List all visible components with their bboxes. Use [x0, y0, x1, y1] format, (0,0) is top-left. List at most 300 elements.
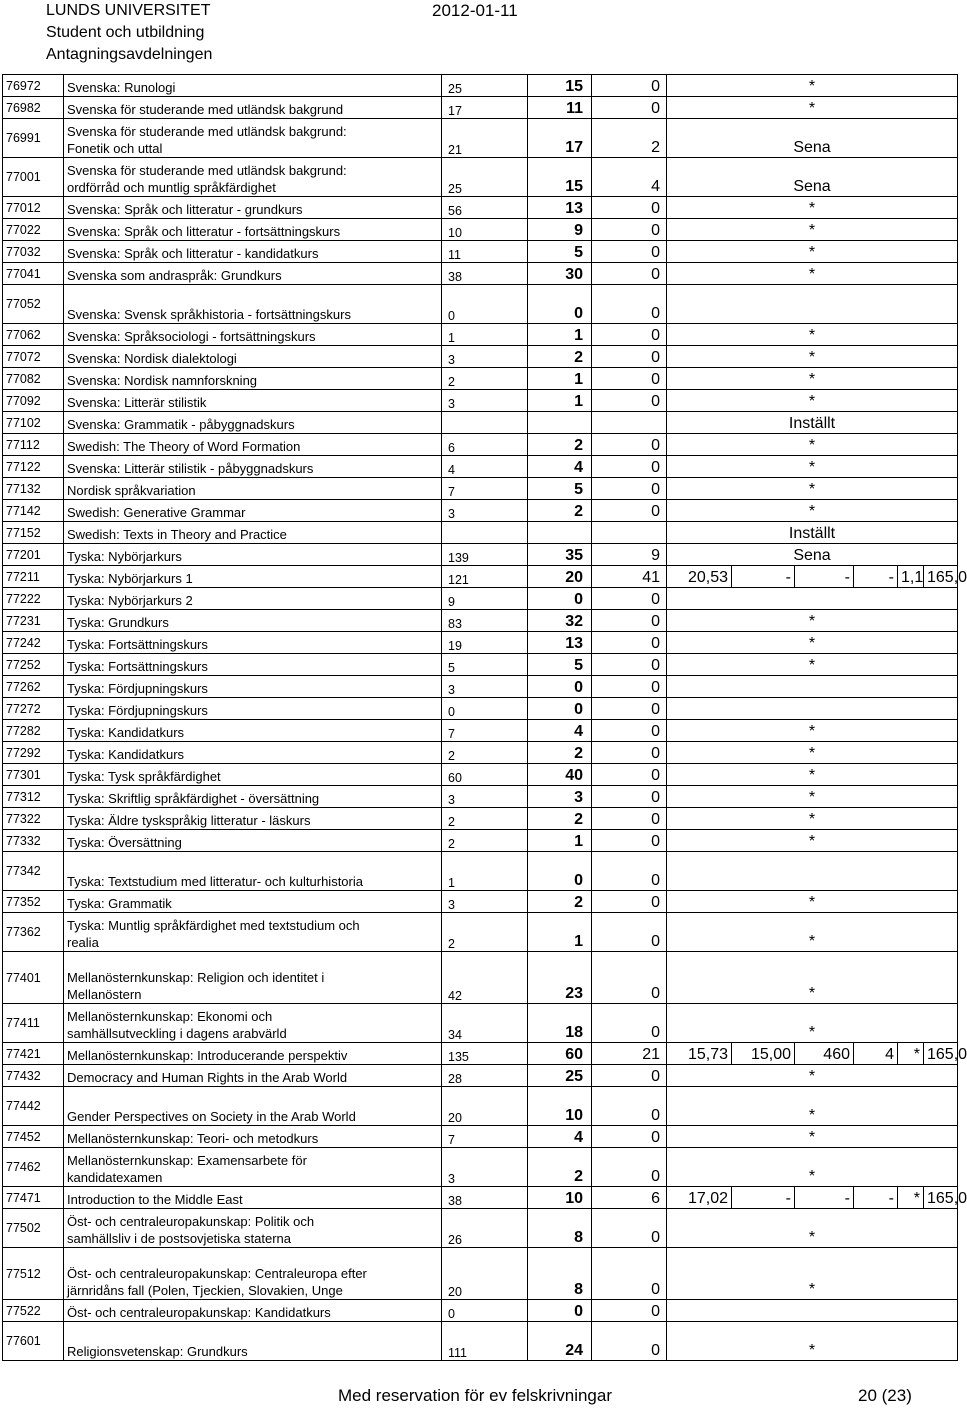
table-row [3, 263, 958, 285]
applicants-count: 83 [442, 610, 528, 632]
admitted-count: 40 [528, 764, 592, 786]
course-name-line: Tyska: Textstudium med litteratur- och kulturhistoria [67, 874, 363, 889]
course-name [64, 434, 442, 456]
table-row [3, 412, 958, 434]
status: * [667, 764, 958, 786]
course-name [64, 390, 442, 412]
course-name-line: Svenska: Grammatik - påbyggnadskurs [67, 417, 295, 432]
reserve-count: 0 [592, 1300, 667, 1322]
course-name [64, 1209, 442, 1248]
course-code: 77282 [3, 720, 64, 742]
course-name-line: samhällsliv i de postsovjetiska staterna [67, 1231, 291, 1246]
course-code: 77041 [3, 263, 64, 285]
admitted-count: 5 [528, 478, 592, 500]
course-code: 76982 [3, 97, 64, 119]
admitted-count [528, 522, 592, 544]
course-code: 77152 [3, 522, 64, 544]
table-row [3, 285, 958, 324]
status: * [667, 1087, 958, 1126]
course-name-line: Religionsvetenskap: Grundkurs [67, 1344, 248, 1359]
course-code: 77601 [3, 1322, 64, 1361]
admitted-count: 13 [528, 632, 592, 654]
applicants-count: 38 [442, 1187, 528, 1209]
applicants-count: 3 [442, 676, 528, 698]
course-code: 77502 [3, 1209, 64, 1248]
admitted-count: 18 [528, 1004, 592, 1043]
admitted-count: 1 [528, 830, 592, 852]
status: * [667, 346, 958, 368]
course-name-line: Nordisk språkvariation [67, 483, 196, 498]
course-name-line: Svenska: Nordisk namnforskning [67, 373, 258, 388]
status: * [667, 1126, 958, 1148]
course-name [64, 1322, 442, 1361]
course-code: 77252 [3, 654, 64, 676]
status: * [667, 1322, 958, 1361]
extra-value: * [898, 1043, 924, 1065]
table-row [3, 1248, 958, 1300]
course-name-line: Tyska: Grundkurs [67, 615, 169, 630]
reserve-count: 0 [592, 952, 667, 1004]
table-row [3, 1126, 958, 1148]
table-row [3, 324, 958, 346]
applicants-count: 3 [442, 346, 528, 368]
course-name-line: Svenska: Litterär stilistik [67, 395, 207, 410]
course-name-line: Tyska: Nybörjarkurs 2 [67, 593, 193, 608]
applicants-count: 3 [442, 500, 528, 522]
course-name-line: Svenska: Svensk språkhistoria - fortsättningskurs [67, 307, 351, 322]
status: * [667, 1248, 958, 1300]
course-name [64, 1087, 442, 1126]
admitted-count: 0 [528, 698, 592, 720]
table-row [3, 891, 958, 913]
applicants-count: 0 [442, 698, 528, 720]
course-code: 77432 [3, 1065, 64, 1087]
admitted-count: 35 [528, 544, 592, 566]
status: * [667, 952, 958, 1004]
table-row [3, 654, 958, 676]
course-code: 77231 [3, 610, 64, 632]
extra-value: 165,0 [924, 1043, 958, 1065]
applicants-count: 21 [442, 119, 528, 158]
applicants-count: 0 [442, 1300, 528, 1322]
admitted-count: 2 [528, 891, 592, 913]
applicants-count: 3 [442, 786, 528, 808]
admitted-count: 3 [528, 786, 592, 808]
reserve-count: 0 [592, 434, 667, 456]
course-name [64, 610, 442, 632]
applicants-count: 28 [442, 1065, 528, 1087]
reserve-count: 0 [592, 632, 667, 654]
course-code: 77262 [3, 676, 64, 698]
course-name [64, 720, 442, 742]
admitted-count: 4 [528, 456, 592, 478]
reserve-count: 0 [592, 346, 667, 368]
admission-statistics-table [2, 74, 967, 1361]
table-row [3, 913, 958, 952]
admitted-count: 17 [528, 119, 592, 158]
admitted-count: 8 [528, 1209, 592, 1248]
applicants-count: 9 [442, 588, 528, 610]
status [667, 676, 958, 698]
table-row [3, 698, 958, 720]
course-name [64, 158, 442, 197]
course-name-line: Swedish: Texts in Theory and Practice [67, 527, 287, 542]
reserve-count: 0 [592, 285, 667, 324]
status: * [667, 654, 958, 676]
course-name [64, 830, 442, 852]
reserve-count: 0 [592, 197, 667, 219]
course-name-line: Tyska: Kandidatkurs [67, 747, 185, 762]
extra-value: - [732, 1187, 795, 1209]
course-name-line: Tyska: Fördjupningskurs [67, 703, 208, 718]
admitted-count: 4 [528, 720, 592, 742]
course-code: 77092 [3, 390, 64, 412]
course-code: 77132 [3, 478, 64, 500]
applicants-count: 0 [442, 285, 528, 324]
reserve-count: 41 [592, 566, 667, 588]
status: * [667, 241, 958, 263]
applicants-count: 121 [442, 566, 528, 588]
table-row [3, 632, 958, 654]
course-code: 77312 [3, 786, 64, 808]
reserve-count: 0 [592, 500, 667, 522]
course-code: 77072 [3, 346, 64, 368]
applicants-count: 2 [442, 830, 528, 852]
admitted-count: 0 [528, 285, 592, 324]
table-row [3, 764, 958, 786]
applicants-count: 111 [442, 1322, 528, 1361]
course-name [64, 891, 442, 913]
status: * [667, 1065, 958, 1087]
course-code: 77122 [3, 456, 64, 478]
applicants-count: 5 [442, 654, 528, 676]
table-row [3, 346, 958, 368]
course-name [64, 808, 442, 830]
admitted-count: 11 [528, 97, 592, 119]
applicants-count: 1 [442, 852, 528, 891]
course-name [64, 544, 442, 566]
applicants-count: 10 [442, 219, 528, 241]
table-row [3, 566, 958, 588]
status: * [667, 434, 958, 456]
reserve-count: 0 [592, 97, 667, 119]
status: Sena [667, 158, 958, 197]
status: Sena [667, 544, 958, 566]
course-code: 76991 [3, 119, 64, 158]
course-name-line: Öst- och centraleuropakunskap: Kandidatkurs [67, 1305, 331, 1320]
extra-value: 1,1 [898, 566, 924, 588]
reserve-count: 0 [592, 368, 667, 390]
table-row [3, 197, 958, 219]
course-name [64, 1187, 442, 1209]
course-code: 77352 [3, 891, 64, 913]
course-name-line: Svenska för studerande med utländsk bakgrund: [67, 124, 347, 139]
course-code: 77012 [3, 197, 64, 219]
reserve-count: 0 [592, 720, 667, 742]
course-code: 77362 [3, 913, 64, 952]
reserve-count: 0 [592, 241, 667, 263]
admitted-count: 15 [528, 158, 592, 197]
status: * [667, 75, 958, 97]
course-code: 77301 [3, 764, 64, 786]
extra-value: - [854, 566, 898, 588]
admitted-count: 2 [528, 808, 592, 830]
course-name [64, 478, 442, 500]
admitted-count: 20 [528, 566, 592, 588]
status [667, 1300, 958, 1322]
applicants-count: 135 [442, 1043, 528, 1065]
course-name [64, 412, 442, 434]
table-row [3, 1087, 958, 1126]
reserve-count: 0 [592, 1209, 667, 1248]
table-row [3, 522, 958, 544]
report-date: 2012-01-11 [432, 1, 518, 20]
course-name-line: Svenska som andraspråk: Grundkurs [67, 268, 282, 283]
admitted-count: 5 [528, 241, 592, 263]
admitted-count: 13 [528, 197, 592, 219]
reserve-count: 0 [592, 1126, 667, 1148]
status: * [667, 478, 958, 500]
table-row [3, 720, 958, 742]
extra-value: - [795, 566, 854, 588]
applicants-count: 3 [442, 891, 528, 913]
reserve-count: 0 [592, 1065, 667, 1087]
course-code: 77421 [3, 1043, 64, 1065]
admitted-count: 24 [528, 1322, 592, 1361]
course-name [64, 566, 442, 588]
status: * [667, 610, 958, 632]
applicants-count: 17 [442, 97, 528, 119]
reserve-count: 0 [592, 478, 667, 500]
course-name-line: Mellanösternkunskap: Examensarbete för [67, 1153, 307, 1168]
course-name-line: Svenska för studerande med utländsk bakgrund: [67, 163, 347, 178]
reserve-count: 0 [592, 1148, 667, 1187]
course-name [64, 368, 442, 390]
table-row [3, 1187, 958, 1209]
table-row [3, 1065, 958, 1087]
status: * [667, 368, 958, 390]
status: * [667, 97, 958, 119]
admitted-count: 2 [528, 434, 592, 456]
course-name-line: Svenska för studerande med utländsk bakgrund [67, 102, 344, 117]
course-name-line: Tyska: Nybörjarkurs [67, 549, 182, 564]
admitted-count: 1 [528, 913, 592, 952]
status: * [667, 219, 958, 241]
course-code: 77462 [3, 1148, 64, 1187]
course-code: 77211 [3, 566, 64, 588]
course-name-line: Svenska: Litterär stilistik - påbyggnadskurs [67, 461, 314, 476]
course-name [64, 241, 442, 263]
page-header [46, 0, 212, 66]
course-name [64, 742, 442, 764]
status: * [667, 808, 958, 830]
course-name-line: Gender Perspectives on Society in the Arab World [67, 1109, 356, 1124]
table-row [3, 808, 958, 830]
footer-note: Med reservation för ev felskrivningar [338, 1386, 613, 1405]
course-code: 77342 [3, 852, 64, 891]
course-code: 77272 [3, 698, 64, 720]
reserve-count: 2 [592, 119, 667, 158]
applicants-count: 6 [442, 434, 528, 456]
status: * [667, 197, 958, 219]
extra-value: * [898, 1187, 924, 1209]
reserve-count: 0 [592, 913, 667, 952]
course-name-line: ordförråd och muntlig språkfärdighet [67, 180, 276, 195]
course-name [64, 764, 442, 786]
course-name [64, 1126, 442, 1148]
course-name [64, 913, 442, 952]
status [667, 588, 958, 610]
applicants-count: 25 [442, 158, 528, 197]
reserve-count: 0 [592, 808, 667, 830]
applicants-count: 25 [442, 75, 528, 97]
admitted-count: 2 [528, 500, 592, 522]
course-name-line: realia [67, 935, 99, 950]
course-name-line: Introduction to the Middle East [67, 1192, 243, 1207]
table-row [3, 97, 958, 119]
course-name [64, 1043, 442, 1065]
extra-value: - [732, 566, 795, 588]
table-row [3, 1043, 958, 1065]
university-name: LUNDS UNIVERSITET [46, 2, 211, 19]
admitted-count: 5 [528, 654, 592, 676]
course-name [64, 456, 442, 478]
reserve-count: 0 [592, 830, 667, 852]
admitted-count [528, 412, 592, 434]
admitted-count: 10 [528, 1187, 592, 1209]
course-name [64, 197, 442, 219]
reserve-count [592, 412, 667, 434]
reserve-count: 0 [592, 1004, 667, 1043]
admitted-count: 30 [528, 263, 592, 285]
office-name: Antagningsavdelningen [46, 46, 213, 63]
table-row [3, 610, 958, 632]
table-row [3, 952, 958, 1004]
course-name [64, 1004, 442, 1043]
applicants-count: 139 [442, 544, 528, 566]
extra-value: 4 [854, 1043, 898, 1065]
course-name [64, 786, 442, 808]
course-code: 77442 [3, 1087, 64, 1126]
course-name-line: Tyska: Muntlig språkfärdighet med textstudium och [67, 918, 360, 933]
reserve-count: 0 [592, 324, 667, 346]
course-name [64, 97, 442, 119]
applicants-count: 56 [442, 197, 528, 219]
course-name [64, 852, 442, 891]
course-name [64, 263, 442, 285]
applicants-count: 2 [442, 913, 528, 952]
table-row [3, 852, 958, 891]
admitted-count: 0 [528, 852, 592, 891]
admitted-count: 32 [528, 610, 592, 632]
admitted-count: 60 [528, 1043, 592, 1065]
admitted-count: 23 [528, 952, 592, 1004]
course-name [64, 952, 442, 1004]
applicants-count: 60 [442, 764, 528, 786]
course-code: 77292 [3, 742, 64, 764]
course-code: 77322 [3, 808, 64, 830]
course-name-line: Democracy and Human Rights in the Arab World [67, 1070, 348, 1085]
admitted-count: 25 [528, 1065, 592, 1087]
table-row [3, 75, 958, 97]
applicants-count: 1 [442, 324, 528, 346]
admitted-count: 15 [528, 75, 592, 97]
status: Inställt [667, 522, 958, 544]
extra-value: 165,0 [924, 566, 958, 588]
reserve-count: 21 [592, 1043, 667, 1065]
applicants-count: 7 [442, 1126, 528, 1148]
course-name-line: Svenska: Runologi [67, 80, 176, 95]
course-name-line: Mellanösternkunskap: Religion och identitet i [67, 970, 325, 985]
status [667, 852, 958, 891]
table-row [3, 368, 958, 390]
course-name-line: Mellanösternkunskap: Introducerande perspektiv [67, 1048, 348, 1063]
reserve-count: 0 [592, 676, 667, 698]
course-code: 77522 [3, 1300, 64, 1322]
applicants-count: 11 [442, 241, 528, 263]
course-name-line: Tyska: Skriftlig språkfärdighet - översättning [67, 791, 320, 806]
course-name-line: samhällsutveckling i dagens arabvärld [67, 1026, 287, 1041]
status: * [667, 456, 958, 478]
course-name-line: Tyska: Äldre tyskspråkig litteratur - läskurs [67, 813, 311, 828]
course-code: 77411 [3, 1004, 64, 1043]
extra-value: 460 [795, 1043, 854, 1065]
admitted-count: 1 [528, 324, 592, 346]
reserve-count: 0 [592, 786, 667, 808]
course-code: 77142 [3, 500, 64, 522]
table-row [3, 456, 958, 478]
table-row [3, 1148, 958, 1187]
status: * [667, 720, 958, 742]
applicants-count: 42 [442, 952, 528, 1004]
course-code: 77242 [3, 632, 64, 654]
reserve-count: 0 [592, 456, 667, 478]
course-code: 77452 [3, 1126, 64, 1148]
table-row [3, 434, 958, 456]
applicants-count: 3 [442, 390, 528, 412]
course-name [64, 500, 442, 522]
admitted-count: 8 [528, 1248, 592, 1300]
status: * [667, 742, 958, 764]
course-name-line: järnridåns fall (Polen, Tjeckien, Slovakien, Unge [67, 1283, 343, 1298]
table-row [3, 544, 958, 566]
course-code: 77032 [3, 241, 64, 263]
course-name [64, 698, 442, 720]
table-row [3, 119, 958, 158]
course-code: 77062 [3, 324, 64, 346]
course-name [64, 1148, 442, 1187]
reserve-count: 0 [592, 742, 667, 764]
status: * [667, 632, 958, 654]
reserve-count: 0 [592, 1248, 667, 1300]
extra-value: 15,73 [667, 1043, 732, 1065]
course-name [64, 346, 442, 368]
reserve-count: 0 [592, 390, 667, 412]
course-name-line: Tyska: Fortsättningskurs [67, 659, 208, 674]
status [667, 285, 958, 324]
course-name [64, 654, 442, 676]
admitted-count: 2 [528, 742, 592, 764]
course-name-line: Tyska: Nybörjarkurs 1 [67, 571, 193, 586]
course-code: 77022 [3, 219, 64, 241]
course-name-line: Tyska: Fortsättningskurs [67, 637, 208, 652]
course-name-line: Tyska: Fördjupningskurs [67, 681, 208, 696]
course-name [64, 285, 442, 324]
admitted-count: 10 [528, 1087, 592, 1126]
reserve-count: 0 [592, 1087, 667, 1126]
extra-value: - [795, 1187, 854, 1209]
reserve-count: 0 [592, 698, 667, 720]
